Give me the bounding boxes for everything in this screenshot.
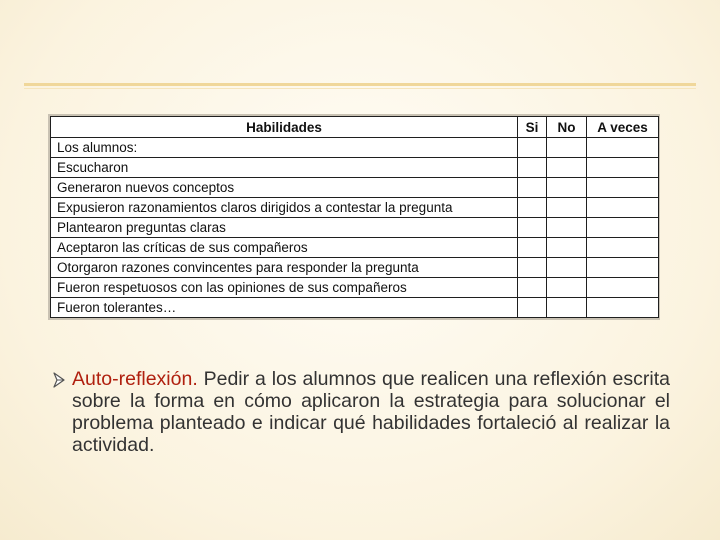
row-label: Fueron respetuosos con las opiniones de sus compañeros — [51, 278, 518, 298]
cell-si — [518, 138, 547, 158]
cell-si — [518, 178, 547, 198]
cell-a-veces — [587, 258, 659, 278]
table-header-row — [51, 117, 659, 138]
cell-a-veces — [587, 298, 659, 318]
table-row — [51, 178, 659, 198]
table-row — [51, 138, 659, 158]
skills-table — [50, 116, 659, 318]
cell-no — [547, 218, 587, 238]
arrow-bullet-icon — [52, 372, 66, 388]
cell-a-veces — [587, 218, 659, 238]
table-row — [51, 278, 659, 298]
cell-si — [518, 278, 547, 298]
bullet-term: Auto-reflexión. — [72, 368, 198, 390]
table-row — [51, 198, 659, 218]
row-label: Fueron tolerantes… — [51, 298, 518, 318]
row-label: Plantearon preguntas claras — [51, 218, 518, 238]
row-label: Expusieron razonamientos claros dirigidos a contestar la pregunta — [51, 198, 518, 218]
bullet-paragraph — [72, 368, 670, 456]
header-skills: Habilidades — [51, 117, 518, 138]
skills-table-frame — [48, 114, 660, 320]
cell-si — [518, 218, 547, 238]
table-row — [51, 298, 659, 318]
cell-si — [518, 258, 547, 278]
cell-a-veces — [587, 198, 659, 218]
header-rule — [24, 83, 696, 86]
cell-no — [547, 138, 587, 158]
cell-no — [547, 178, 587, 198]
header-no: No — [547, 117, 587, 138]
header-si: Si — [518, 117, 547, 138]
cell-a-veces — [587, 138, 659, 158]
cell-no — [547, 258, 587, 278]
row-label: Escucharon — [51, 158, 518, 178]
cell-no — [547, 198, 587, 218]
cell-si — [518, 158, 547, 178]
table-row — [51, 238, 659, 258]
cell-no — [547, 298, 587, 318]
cell-si — [518, 198, 547, 218]
table-row — [51, 218, 659, 238]
row-label: Los alumnos: — [51, 138, 518, 158]
cell-a-veces — [587, 178, 659, 198]
header-rule-thin — [24, 88, 696, 89]
row-label: Aceptaron las críticas de sus compañeros — [51, 238, 518, 258]
table-row — [51, 258, 659, 278]
cell-no — [547, 158, 587, 178]
cell-no — [547, 238, 587, 258]
bullet-body: Pedir a los alumnos que realicen una reflexión escrita sobre la forma en cómo aplicaron la estrategia para solucionar el problema planteado e indicar qué habilidades fortaleció al realizar la actividad. — [72, 368, 670, 456]
cell-si — [518, 238, 547, 258]
cell-a-veces — [587, 278, 659, 298]
cell-si — [518, 298, 547, 318]
cell-a-veces — [587, 158, 659, 178]
header-a-veces: A veces — [587, 117, 659, 138]
table-row — [51, 158, 659, 178]
row-label: Otorgaron razones convincentes para responder la pregunta — [51, 258, 518, 278]
cell-no — [547, 278, 587, 298]
cell-a-veces — [587, 238, 659, 258]
row-label: Generaron nuevos conceptos — [51, 178, 518, 198]
